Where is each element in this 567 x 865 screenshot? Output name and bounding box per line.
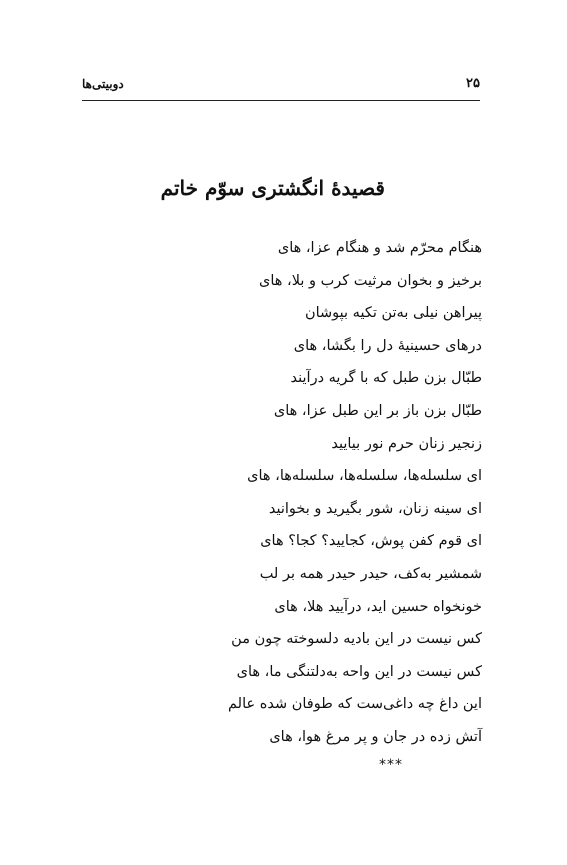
verse-line: درهای حسینیهٔ دل را بگشا، های [293,337,482,354]
verse-line: خونخواه حسین اید، درآیید هلا، های [274,598,482,615]
verse-line: طبّال بزن طبل که با گریه درآیند [290,370,482,387]
poem-title: قصیدهٔ انگشتری سوّم خاتم [160,176,385,200]
verse-line: طبّال بزن باز بر این طبل عزا، های [273,402,482,419]
page-number: ۲۵ [466,76,480,91]
verse-line: این داغ چه داغی‌ست که طوفان شده عالم [228,696,482,713]
verse-line: پیراهن نیلی به‌تن تکیه بپوشان [304,305,482,322]
verse-line: هنگام محرّم شد و هنگام عزا، های [277,240,482,256]
verse-line: ای سینه زنان، شور بگیرید و بخوانید [268,500,482,517]
running-header-title: دوبیتی‌ها [82,77,124,91]
verse-line: کس نیست در این بادیه دلسوخته چون من [231,631,482,648]
verse-line: ای قوم کفن پوش، کجایید؟ کجا؟ های [260,533,482,550]
page-header [82,74,480,101]
poem-verses [162,232,482,754]
section-separator: *** [379,757,403,773]
verse-line: زنجیر زنان حرم نور بیایید [331,435,482,452]
verse-line: ای سلسله‌ها، سلسله‌ها، سلسله‌ها، های [247,468,482,485]
verse-line: برخیز و بخوان مرثیت کرب و بلا، های [259,272,482,289]
verse-line: کس نیست در این واحه به‌دلتنگی ما، های [236,663,482,680]
verse-line: شمشیر به‌کف، حیدر حیدر همه بر لب [259,565,482,582]
verse-line: آتش زده در جان و پر مرغ هوا، های [269,728,482,745]
